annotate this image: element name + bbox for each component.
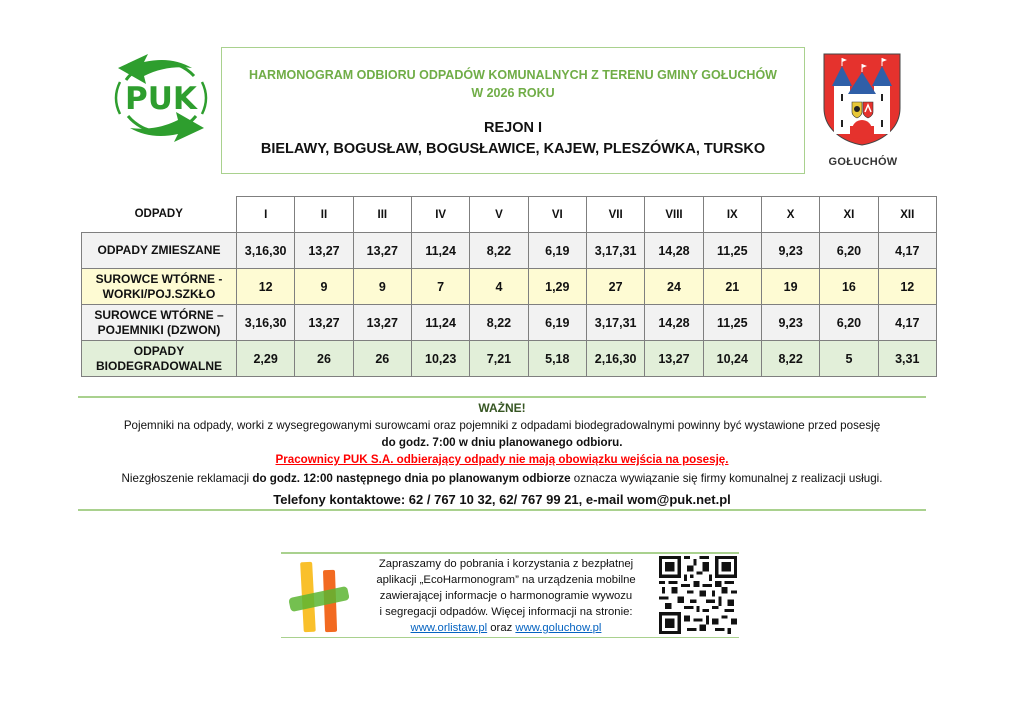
ecoharmonogram-logo-icon: [286, 558, 352, 634]
column-header-waste-type: ODPADY: [82, 197, 237, 233]
qr-code-icon[interactable]: [659, 556, 737, 634]
notice-line-2: do godz. 7:00 w dniu planowanego odbioru.: [381, 436, 623, 449]
table-cell: 6,19: [528, 305, 586, 341]
table-cell: 4,17: [878, 233, 936, 269]
table-cell: 3,16,30: [237, 305, 295, 341]
table-cell: 26: [295, 341, 353, 377]
column-header-month: V: [470, 197, 528, 233]
table-cell: 6,20: [820, 305, 878, 341]
table-cell: 8,22: [761, 341, 819, 377]
table-cell: 13,27: [645, 341, 703, 377]
column-header-month: VIII: [645, 197, 703, 233]
table-cell: 4,17: [878, 305, 936, 341]
important-notice: [78, 398, 926, 508]
table-cell: 8,22: [470, 305, 528, 341]
table-cell: 6,20: [820, 233, 878, 269]
svg-text:PUK: PUK: [125, 81, 197, 117]
table-cell: 2,29: [237, 341, 295, 377]
app-promo-text: Zapraszamy do pobrania i korzystania z bezpłatnej aplikacji „EcoHarmonogram” na urządzenia mobilne zawierającej informacje o harmonogramie wywozu i segregacji odpadów. Więcej informacji na stronie: www.orlistaw.pl oraz www.goluchow.pl: [376, 558, 636, 634]
table-cell: 13,27: [353, 305, 411, 341]
column-header-month: IX: [703, 197, 761, 233]
app-promo-box: [281, 552, 739, 638]
table-cell: 11,24: [411, 233, 469, 269]
table-cell: 13,27: [353, 233, 411, 269]
table-cell: 12: [878, 269, 936, 305]
notice-line-1: Pojemniki na odpady, worki z wysegregowanymi surowcami oraz pojemniki z odpadami biodegradowalnymi powinny być wystawione przed posesję: [123, 419, 881, 432]
table-cell: 9,23: [761, 305, 819, 341]
region-name: REJON I: [483, 120, 542, 136]
table-cell: 27: [586, 269, 644, 305]
table-cell: 4: [470, 269, 528, 305]
column-header-month: IV: [411, 197, 469, 233]
table-cell: 11,25: [703, 305, 761, 341]
table-cell: 3,17,31: [586, 305, 644, 341]
table-cell: 2,16,30: [586, 341, 644, 377]
row-label: ODPADY ZMIESZANE: [82, 233, 237, 269]
column-header-month: III: [353, 197, 411, 233]
table-cell: 9: [353, 269, 411, 305]
link-goluchow[interactable]: www.goluchow.pl: [515, 622, 602, 634]
title-box: [221, 47, 805, 174]
table-cell: 14,28: [645, 305, 703, 341]
schedule-title: HARMONOGRAM ODBIORU ODPADÓW KOMUNALNYCH Z TERENU GMINY GOŁUCHÓW: [249, 68, 777, 82]
notice-line-4: Niezgłoszenie reklamacji do godz. 12:00 następnego dnia po planowanym odbiorze oznacza wywiązanie się firmy komunalnej z realizacji usługi.: [121, 472, 883, 485]
table-cell: 10,23: [411, 341, 469, 377]
table-cell: 19: [761, 269, 819, 305]
divider: [281, 637, 739, 639]
table-cell: 26: [353, 341, 411, 377]
table-row-mixed-waste: [82, 233, 937, 269]
table-header-row: [82, 197, 937, 233]
contact-phones: Telefony kontaktowe: 62 / 767 10 32, 62/ 767 99 21, e-mail wom@puk.net.pl: [273, 492, 731, 507]
table-cell: 7,21: [470, 341, 528, 377]
table-cell: 21: [703, 269, 761, 305]
table-cell: 3,16,30: [237, 233, 295, 269]
row-label: SUROWCE WTÓRNE – POJEMNIKI (DZWON): [82, 305, 237, 341]
table-cell: 16: [820, 269, 878, 305]
column-header-month: XII: [878, 197, 936, 233]
notice-title: WAŻNE!: [478, 401, 526, 415]
table-row-recyclables-containers: [82, 305, 937, 341]
table-cell: 12: [237, 269, 295, 305]
table-cell: 8,22: [470, 233, 528, 269]
column-header-month: VII: [586, 197, 644, 233]
coat-of-arms-icon: [822, 52, 902, 146]
divider: [281, 552, 739, 554]
column-header-month: VI: [528, 197, 586, 233]
divider-bottom: [78, 509, 926, 511]
table-row-biodegradable: [82, 341, 937, 377]
table-cell: 5,18: [528, 341, 586, 377]
table-cell: 5: [820, 341, 878, 377]
table-cell: 13,27: [295, 305, 353, 341]
table-cell: 11,25: [703, 233, 761, 269]
schedule-year: W 2026 ROKU: [471, 86, 555, 100]
region-places: BIELAWY, BOGUSŁAW, BOGUSŁAWICE, KAJEW, PLESZÓWKA, TURSKO: [260, 141, 766, 157]
column-header-month: X: [761, 197, 819, 233]
row-label: SUROWCE WTÓRNE - WORKI/POJ.SZKŁO: [82, 269, 237, 305]
link-orlistaw[interactable]: www.orlistaw.pl: [410, 622, 488, 634]
table-cell: 10,24: [703, 341, 761, 377]
schedule-table: [81, 196, 937, 377]
row-label: ODPADY BIODEGRADOWALNE: [82, 341, 237, 377]
table-cell: 3,17,31: [586, 233, 644, 269]
puk-logo-icon: [108, 46, 214, 150]
coat-of-arms-label: GOŁUCHÓW: [828, 156, 898, 168]
table-cell: 1,29: [528, 269, 586, 305]
table-cell: 9,23: [761, 233, 819, 269]
notice-warning: Pracownicy PUK S.A. odbierający odpady nie mają obowiązku wejścia na posesję.: [275, 453, 729, 466]
column-header-month: II: [295, 197, 353, 233]
column-header-month: I: [237, 197, 295, 233]
table-cell: 13,27: [295, 233, 353, 269]
table-cell: 7: [411, 269, 469, 305]
table-cell: 9: [295, 269, 353, 305]
table-cell: 3,31: [878, 341, 936, 377]
table-cell: 11,24: [411, 305, 469, 341]
table-cell: 14,28: [645, 233, 703, 269]
column-header-month: XI: [820, 197, 878, 233]
table-row-recyclables-bags: [82, 269, 937, 305]
table-cell: 24: [645, 269, 703, 305]
table-cell: 6,19: [528, 233, 586, 269]
